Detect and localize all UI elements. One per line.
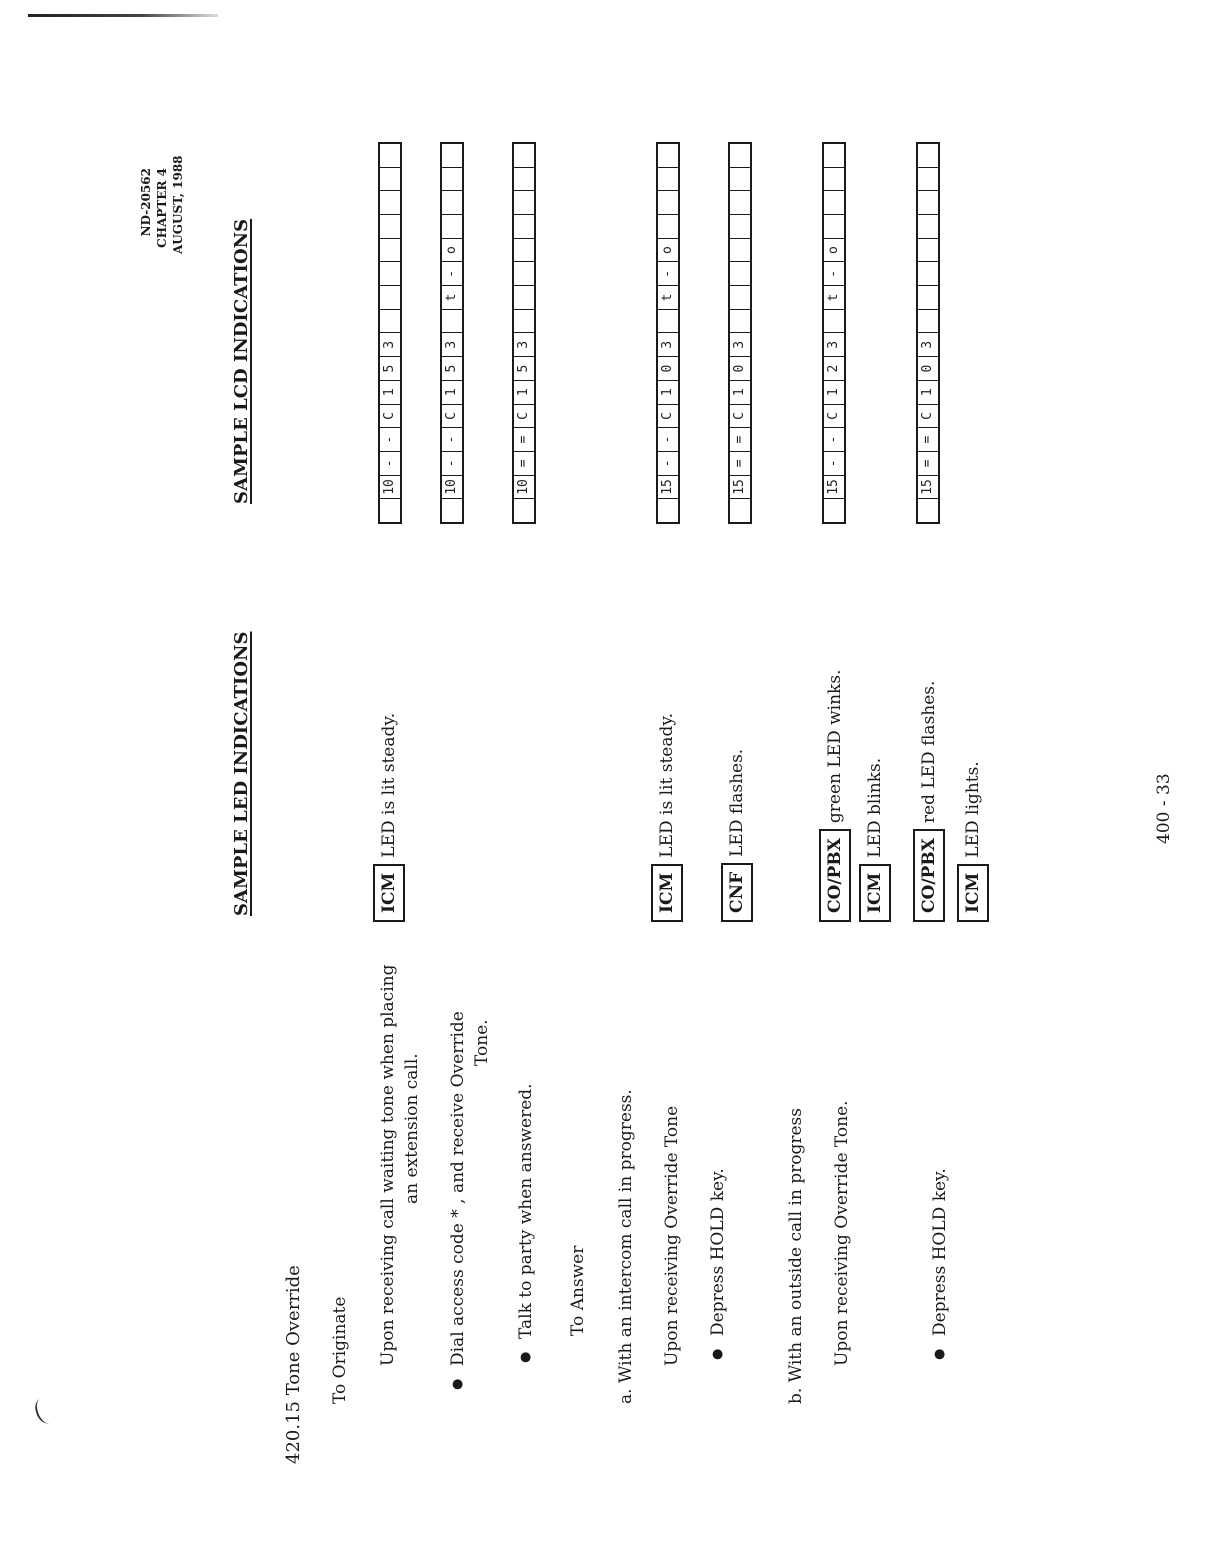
icm-key: ICM [859,864,891,922]
lcd-cell [824,214,844,238]
lcd-cell [442,190,462,214]
led-text: LED is lit steady. [657,712,677,858]
lcd-cell: 15 [824,475,844,499]
lcd-cell [380,167,400,191]
originate-bullet-dial: ● Dial access code * , and receive Override [446,1011,470,1366]
lcd-cell: - [658,261,678,285]
lcd-cell [514,285,534,309]
lcd-cell: - [658,427,678,451]
lcd-cell [442,309,462,333]
lcd-cell: - [442,427,462,451]
lcd-cell [658,214,678,238]
lcd-cell [514,144,534,167]
lcd-cell: - [824,451,844,475]
led-text: LED lights. [963,761,983,858]
lcd-cell [730,167,750,191]
lcd-display [916,142,940,524]
lcd-cell [730,261,750,285]
lcd-cell [658,167,678,191]
lcd-cell: 1 [824,380,844,404]
originate-step: Upon receiving call waiting tone when placing [378,964,398,1366]
lcd-cell: = [514,451,534,475]
lcd-cell [442,214,462,238]
doc-number: ND-20562 [139,168,153,237]
answer-a-bullet: ● Depress HOLD key. [706,1168,730,1336]
led-text: LED blinks. [865,757,885,858]
lcd-cell: 1 [730,380,750,404]
lcd-cell: = [730,427,750,451]
doc-chapter: CHAPTER 4 [155,168,169,248]
lcd-cell: C [514,404,534,428]
lcd-cell [442,498,462,522]
co-pbx-key: CO/PBX [913,829,945,922]
lcd-cell [658,144,678,167]
lcd-cell [658,498,678,522]
lcd-cell [918,309,938,333]
lcd-cell: 3 [918,333,938,357]
lcd-cell [658,190,678,214]
lcd-heading: SAMPLE LCD INDICATIONS [231,218,252,504]
lcd-cell: C [442,404,462,428]
lcd-display [378,142,402,524]
lcd-cell: 1 [658,380,678,404]
lcd-cell [380,261,400,285]
led-text: red LED flashes. [919,680,939,824]
led-row [858,758,892,922]
lcd-cell [824,144,844,167]
lcd-cell: - [380,451,400,475]
lcd-cell: = [514,427,534,451]
lcd-cell: 5 [380,356,400,380]
led-row [818,670,852,922]
lcd-cell [918,238,938,262]
lcd-cell [918,498,938,522]
answer-b-step: Upon receiving Override Tone. [832,1100,852,1366]
lcd-cell [514,238,534,262]
lcd-cell [658,309,678,333]
lcd-cell [380,190,400,214]
lcd-cell: t [658,285,678,309]
lcd-cell: 3 [442,333,462,357]
lcd-cell: - [442,261,462,285]
lcd-cell: 1 [918,380,938,404]
co-pbx-key: CO/PBX [819,829,851,922]
lcd-cell: t [824,285,844,309]
lcd-cell [824,309,844,333]
lcd-cell: o [442,238,462,262]
answer-heading: To Answer [568,1245,588,1336]
lcd-cell [824,498,844,522]
lcd-cell [442,144,462,167]
lcd-cell: 5 [514,356,534,380]
led-text: LED is lit steady. [379,712,399,858]
icm-key: ICM [957,864,989,922]
lcd-cell [824,190,844,214]
lcd-cell [824,167,844,191]
lcd-cell: C [824,404,844,428]
lcd-cell: C [918,404,938,428]
lcd-cell: 3 [380,333,400,357]
originate-bullet-dial-cont: Tone. [472,1019,492,1066]
lcd-display [656,142,680,524]
lcd-cell [380,309,400,333]
lcd-cell: C [730,404,750,428]
lcd-cell: 0 [658,356,678,380]
lcd-cell: o [824,238,844,262]
lcd-cell [918,190,938,214]
lcd-cell: - [824,261,844,285]
lcd-cell: 15 [918,475,938,499]
lcd-cell [380,498,400,522]
lcd-cell [730,285,750,309]
lcd-cell [730,190,750,214]
lcd-cell: 1 [514,380,534,404]
lcd-cell: = [918,451,938,475]
icm-key: ICM [373,864,405,922]
originate-heading: To Originate [330,1296,350,1404]
lcd-cell [918,144,938,167]
lcd-cell [730,498,750,522]
lcd-cell [514,261,534,285]
lcd-cell [514,214,534,238]
led-row [956,761,990,922]
originate-bullet-talk: ● Talk to party when answered. [514,1083,538,1339]
lcd-cell [918,285,938,309]
lcd-cell: C [380,404,400,428]
lcd-cell [730,214,750,238]
lcd-cell [730,238,750,262]
led-row [372,713,406,922]
lcd-cell: t [442,285,462,309]
led-text: green LED winks. [825,669,845,824]
lcd-cell: - [658,451,678,475]
cnf-key: CNF [721,863,753,922]
lcd-cell: = [918,427,938,451]
lcd-cell [918,167,938,191]
lcd-cell: = [730,451,750,475]
led-row [720,749,754,922]
lcd-cell [918,214,938,238]
lcd-cell: C [658,404,678,428]
lcd-cell: - [442,451,462,475]
section-title: 420.15 Tone Override [283,1265,304,1464]
lcd-cell: 10 [380,475,400,499]
lcd-cell: 10 [514,475,534,499]
lcd-display [512,142,536,524]
lcd-cell [380,144,400,167]
answer-a-step: Upon receiving Override Tone [662,1105,682,1366]
lcd-cell: 0 [730,356,750,380]
lcd-cell: - [380,427,400,451]
lcd-cell: 3 [730,333,750,357]
icm-key: ICM [651,864,683,922]
answer-b-bullet: ● Depress HOLD key. [928,1168,952,1336]
page-number: 400 - 33 [1154,773,1174,844]
lcd-display [440,142,464,524]
lcd-cell [514,167,534,191]
lcd-cell [380,285,400,309]
lcd-cell [918,261,938,285]
lcd-cell [730,309,750,333]
lcd-display [728,142,752,524]
originate-step-cont: an extension call. [402,1053,422,1204]
doc-header [138,155,186,254]
lcd-cell [380,238,400,262]
lcd-cell: 1 [380,380,400,404]
lcd-cell: 3 [824,333,844,357]
lcd-cell: 15 [658,475,678,499]
lcd-cell [730,144,750,167]
answer-a: a. With an intercom call in progress. [616,1089,636,1404]
lcd-cell: 3 [514,333,534,357]
led-text: LED flashes. [727,748,747,857]
lcd-cell: 2 [824,356,844,380]
lcd-cell [442,167,462,191]
lcd-cell [514,309,534,333]
lcd-cell [514,190,534,214]
answer-b: b. With an outside call in progress [786,1108,806,1404]
lcd-cell: 10 [442,475,462,499]
lcd-cell: 5 [442,356,462,380]
lcd-cell: 0 [918,356,938,380]
doc-date: AUGUST, 1988 [171,155,185,254]
led-row [650,713,684,922]
lcd-cell: 3 [658,333,678,357]
lcd-display [822,142,846,524]
lcd-cell [514,498,534,522]
led-heading: SAMPLE LED INDICATIONS [231,631,252,916]
lcd-cell: - [824,427,844,451]
lcd-cell: 1 [442,380,462,404]
led-row [912,681,946,922]
lcd-cell [380,214,400,238]
lcd-cell: o [658,238,678,262]
lcd-cell: 15 [730,475,750,499]
